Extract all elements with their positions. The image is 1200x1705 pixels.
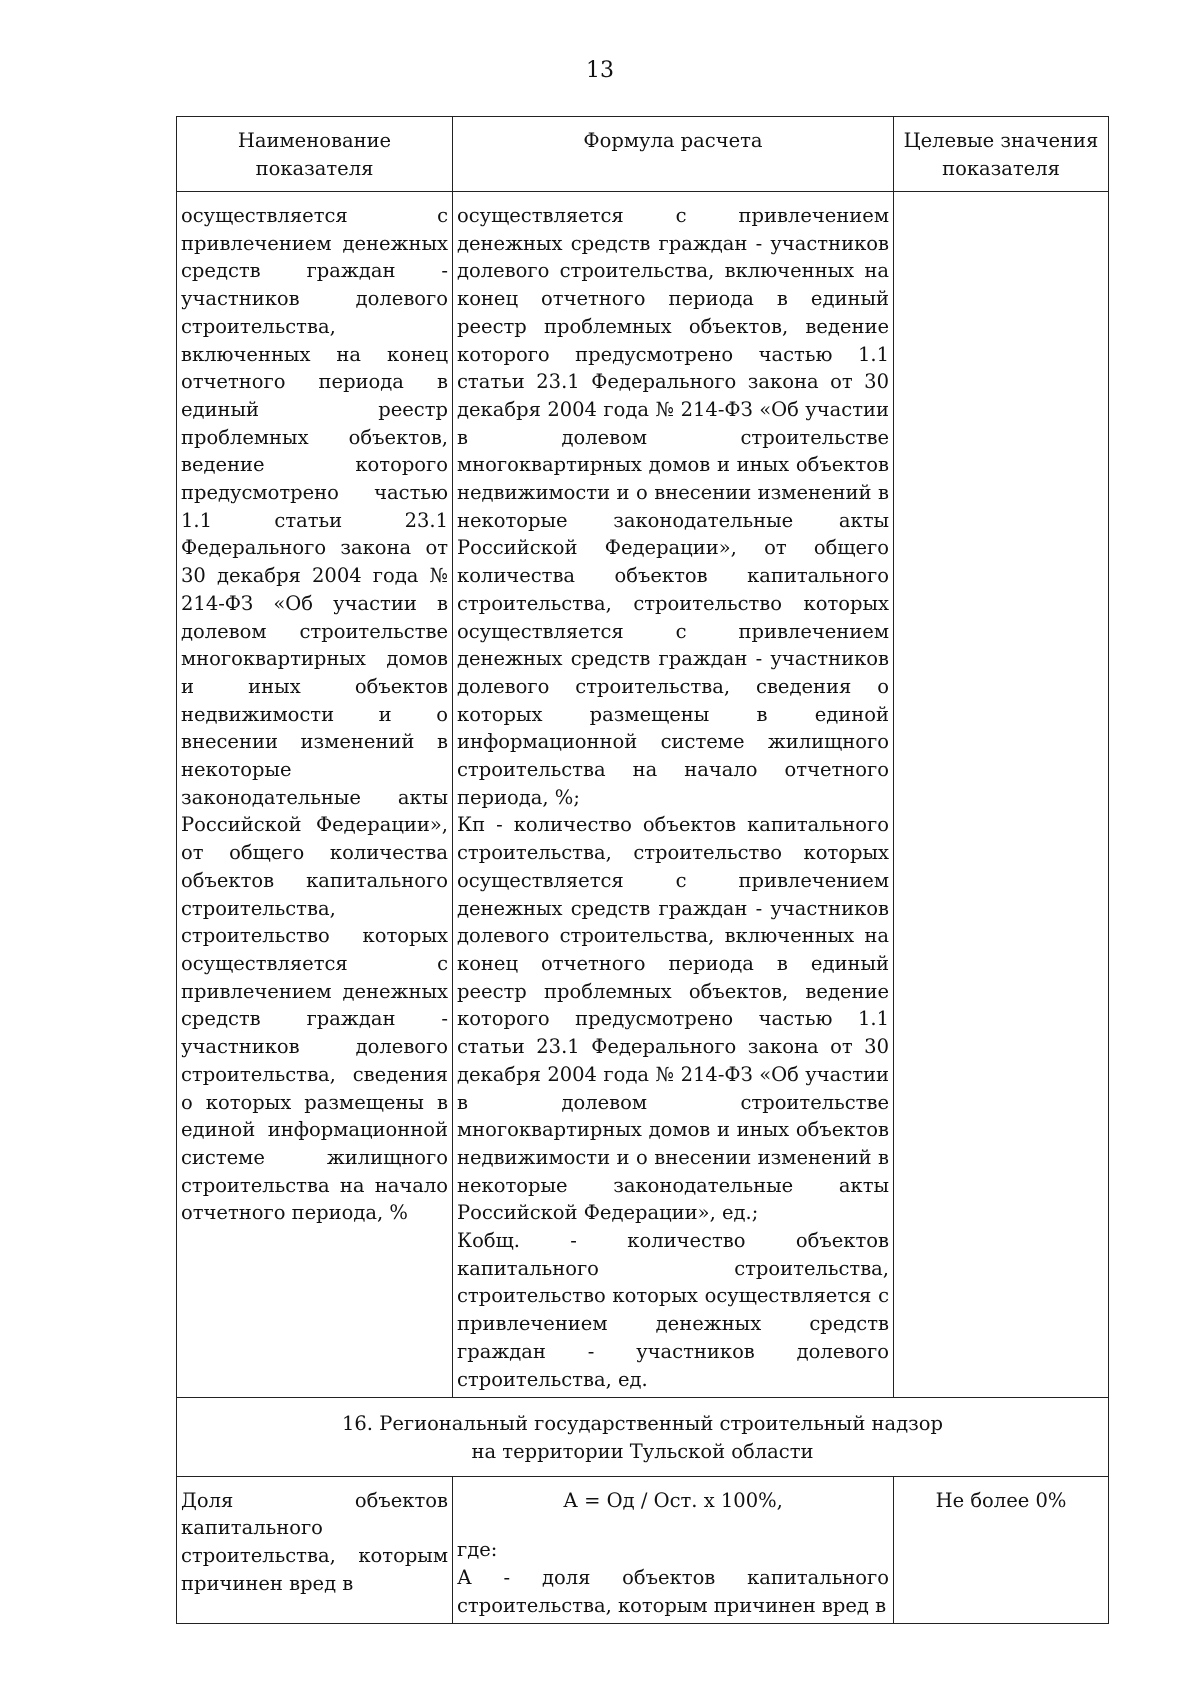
formula-paragraph: осуществляется с привлечением денежных средств граждан - участников долевого строительства, включенных на конец отчетного периода в единый реестр проблемных объектов, ведение которого предусмотрено частью 1.1 статьи 23.1 Федерального закона от 30 декабря 2004 года № 214-ФЗ «Об участии в долевом строительстве многоквартирных домов и иных объектов недвижимости и о внесении изменений в некоторые законодательные акты Российской Федерации», от общего количества объектов капитального строительства, строительство которых осуществляется с привлечением денежных средств граждан - участников долевого строительства, сведения о которых размещены в единой информационной системе жилищного строительства на начало отчетного периода, %; xyxy=(457,204,889,809)
header-indicator-name: Наименование показателя xyxy=(177,117,453,192)
formula-paragraph: Кп - количество объектов капитального строительства, строительство которых осуществляется с привлечением денежных средств граждан - участников долевого строительства, включенных на конец отчетного периода в единый реестр проблемных объектов, ведение которого предусмотрено частью 1.1 статьи 23.1 Федерального закона от 30 декабря 2004 года № 214-ФЗ «Об участии в долевом строительстве многоквартирных домов и иных объектов недвижимости и о внесении изменений в некоторые законодательные акты Российской Федерации», ед.; xyxy=(457,813,889,1225)
indicator-name-cell: Доля объектов капитального строительства, которым причинен вред в xyxy=(177,1476,453,1624)
indicator-name-cell: осуществляется с привлечением денежных средств граждан - участников долевого строительства, включенных на конец отчетного периода в единый реестр проблемных объектов, ведение которого предусмотрено частью 1.1 статьи 23.1 Федерального закона от 30 декабря 2004 года № 214-ФЗ «Об участии в долевом строительстве многоквартирных домов и иных объектов недвижимости и о внесении изменений в некоторые законодательные акты Российской Федерации», от общего количества объектов капитального строительства, строительство которых осуществляется с привлечением денежных средств граждан - участников долевого строительства, сведения о которых размещены в единой информационной системе жилищного строительства на начало отчетного периода, % xyxy=(177,192,453,1398)
section-title xyxy=(177,1398,1109,1476)
section-title-line: 16. Региональный государственный строительный надзор xyxy=(341,1412,944,1436)
spacer xyxy=(457,1514,889,1536)
table-row xyxy=(177,192,1109,1398)
indicator-table xyxy=(176,116,1109,1624)
header-formula: Формула расчета xyxy=(453,117,894,192)
table-row xyxy=(177,1476,1109,1624)
formula-cell xyxy=(453,192,894,1398)
formula-equation: А = Од / Ост. х 100%, xyxy=(563,1488,783,1512)
target-value-cell: Не более 0% xyxy=(894,1476,1109,1624)
section-title-line: на территории Тульской области xyxy=(471,1439,814,1463)
formula-where: где: xyxy=(457,1538,498,1562)
formula-cell xyxy=(453,1476,894,1624)
formula-definition: А - доля объектов капитального строительства, которым причинен вред в xyxy=(457,1566,889,1617)
section-row xyxy=(177,1398,1109,1476)
header-target-values: Целевые значения показателя xyxy=(894,117,1109,192)
target-value-cell xyxy=(894,192,1109,1398)
table-header-row xyxy=(177,117,1109,192)
page-number: 13 xyxy=(586,58,614,83)
formula-paragraph: Кобщ. - количество объектов капитального строительства, строительство которых осуществляется с привлечением денежных средств граждан - участников долевого строительства, ед. xyxy=(457,1229,889,1391)
